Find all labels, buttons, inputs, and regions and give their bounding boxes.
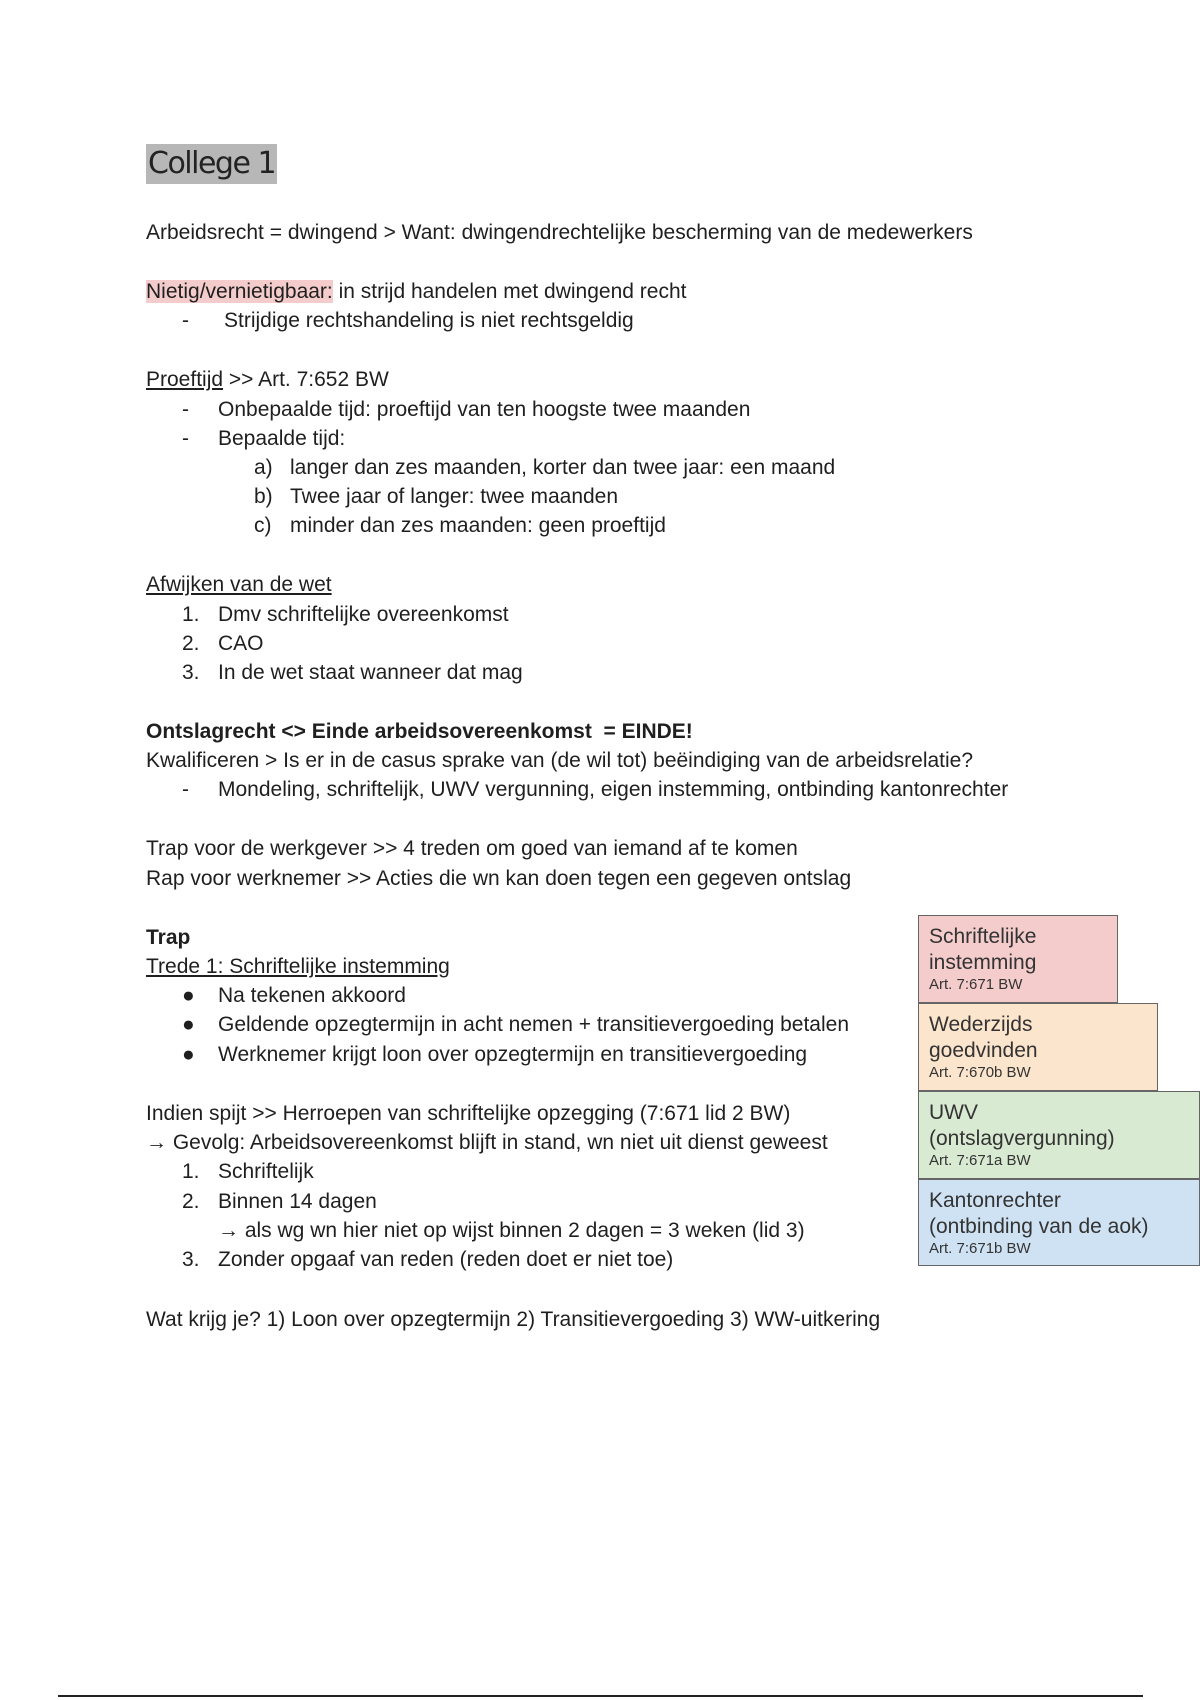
list-marker: b)	[254, 485, 273, 508]
stair-step-wederzijds-goedvinden	[918, 1003, 1158, 1091]
stair-step-label: Schriftelijke	[929, 925, 1037, 948]
trap-bullet: Werknemer krijgt loon over opzegtermijn en transitievergoeding	[218, 1043, 808, 1066]
stair-step-ref: Art. 7:671 BW	[929, 976, 1023, 993]
proeftijd-sub-item: Twee jaar of langer: twee maanden	[290, 485, 619, 508]
bullet-dot: ●	[182, 1043, 195, 1066]
afwijken-item: In de wet staat wanneer dat mag	[218, 661, 523, 684]
list-marker: 3.	[182, 661, 200, 684]
dash-marker: -	[182, 778, 189, 801]
ontslag-heading: Ontslagrecht <> Einde arbeidsovereenkomst = EINDE!	[146, 720, 693, 743]
list-marker: a)	[254, 456, 273, 479]
dash-marker: -	[182, 309, 189, 332]
intro-line: Arbeidsrecht = dwingend > Want: dwingendrechtelijke bescherming van de medewerkers	[146, 221, 973, 244]
nietig-bullet: Strijdige rechtshandeling is niet rechtsgeldig	[224, 309, 634, 332]
stair-step-label: instemming	[929, 951, 1037, 974]
proeftijd-bullet: Onbepaalde tijd: proeftijd van ten hoogste twee maanden	[218, 398, 751, 421]
bullet-dot: ●	[182, 984, 195, 1007]
trap-bullet: Geldende opzegtermijn in acht nemen + transitievergoeding betalen	[218, 1013, 849, 1036]
trap-bullet: Na tekenen akkoord	[218, 984, 406, 1007]
ontslag-bullet: Mondeling, schriftelijk, UWV vergunning, eigen instemming, ontbinding kantonrechter	[218, 778, 1009, 801]
stair-step-label: (ontbinding van de aok)	[929, 1215, 1149, 1238]
proeftijd-sub-item: minder dan zes maanden: geen proeftijd	[290, 514, 666, 537]
stair-step-kantonrechter	[918, 1179, 1200, 1266]
stair-step-label: Wederzijds	[929, 1013, 1033, 1036]
final-line: Wat krijg je? 1) Loon over opzegtermijn 2) Transitievergoeding 3) WW-uitkering	[146, 1308, 881, 1331]
stair-step-ref: Art. 7:670b BW	[929, 1064, 1031, 1081]
stair-step-label: Kantonrechter	[929, 1189, 1061, 1212]
trap-heading: Trap	[146, 926, 191, 949]
list-marker: 2.	[182, 632, 200, 655]
proeftijd-sub-item: langer dan zes maanden, korter dan twee jaar: een maand	[290, 456, 836, 479]
list-marker: 3.	[182, 1248, 200, 1271]
nietig-term: Nietig/vernietigbaar:	[146, 280, 333, 303]
page-title: College 1	[146, 144, 277, 184]
proeftijd-bullet: Bepaalde tijd:	[218, 427, 346, 450]
nietig-rest: in strijd handelen met dwingend recht	[332, 280, 687, 303]
spijt-sub-note: → als wg wn hier niet op wijst binnen 2 dagen = 3 weken (lid 3)	[218, 1219, 805, 1242]
stair-step-ref: Art. 7:671a BW	[929, 1152, 1031, 1169]
spijt-item: Schriftelijk	[218, 1160, 314, 1183]
list-marker: c)	[254, 514, 272, 537]
proeftijd-line	[146, 368, 389, 392]
proeftijd-term: Proeftijd	[146, 368, 224, 391]
list-marker: 1.	[182, 1160, 200, 1183]
stair-step-uwv	[918, 1091, 1200, 1179]
stair-step-label: goedvinden	[929, 1039, 1038, 1062]
spijt-line: Indien spijt >> Herroepen van schriftelijke opzegging (7:671 lid 2 BW)	[146, 1102, 791, 1125]
stair-step-label: (ontslagvergunning)	[929, 1127, 1115, 1150]
trede-heading: Trede 1: Schriftelijke instemming	[146, 955, 450, 978]
spijt-item: Zonder opgaaf van reden (reden doet er niet toe)	[218, 1248, 674, 1271]
afwijken-item: Dmv schriftelijke overeenkomst	[218, 603, 509, 626]
nietig-line	[146, 280, 686, 304]
dash-marker: -	[182, 427, 189, 450]
list-marker: 1.	[182, 603, 200, 626]
spijt-item: Binnen 14 dagen	[218, 1190, 377, 1213]
afwijken-item: CAO	[218, 632, 264, 655]
ontslag-line: Kwalificeren > Is er in de casus sprake van (de wil tot) beëindiging van de arbeidsrelatie?	[146, 749, 974, 772]
gevolg-line: → Gevolg: Arbeidsovereenkomst blijft in stand, wn niet uit dienst geweest	[146, 1131, 828, 1154]
stair-step-label: UWV	[929, 1101, 978, 1124]
dash-marker: -	[182, 398, 189, 421]
proeftijd-rest: >> Art. 7:652 BW	[223, 368, 389, 391]
footer-divider	[58, 1695, 1143, 1697]
trap-line: Trap voor de werkgever >> 4 treden om goed van iemand af te komen	[146, 837, 798, 860]
afwijken-heading: Afwijken van de wet	[146, 573, 332, 596]
stair-step-ref: Art. 7:671b BW	[929, 1240, 1031, 1257]
list-marker: 2.	[182, 1190, 200, 1213]
bullet-dot: ●	[182, 1013, 195, 1036]
stair-step-schriftelijke-instemming	[918, 915, 1118, 1003]
rap-line: Rap voor werknemer >> Acties die wn kan doen tegen een gegeven ontslag	[146, 867, 852, 890]
